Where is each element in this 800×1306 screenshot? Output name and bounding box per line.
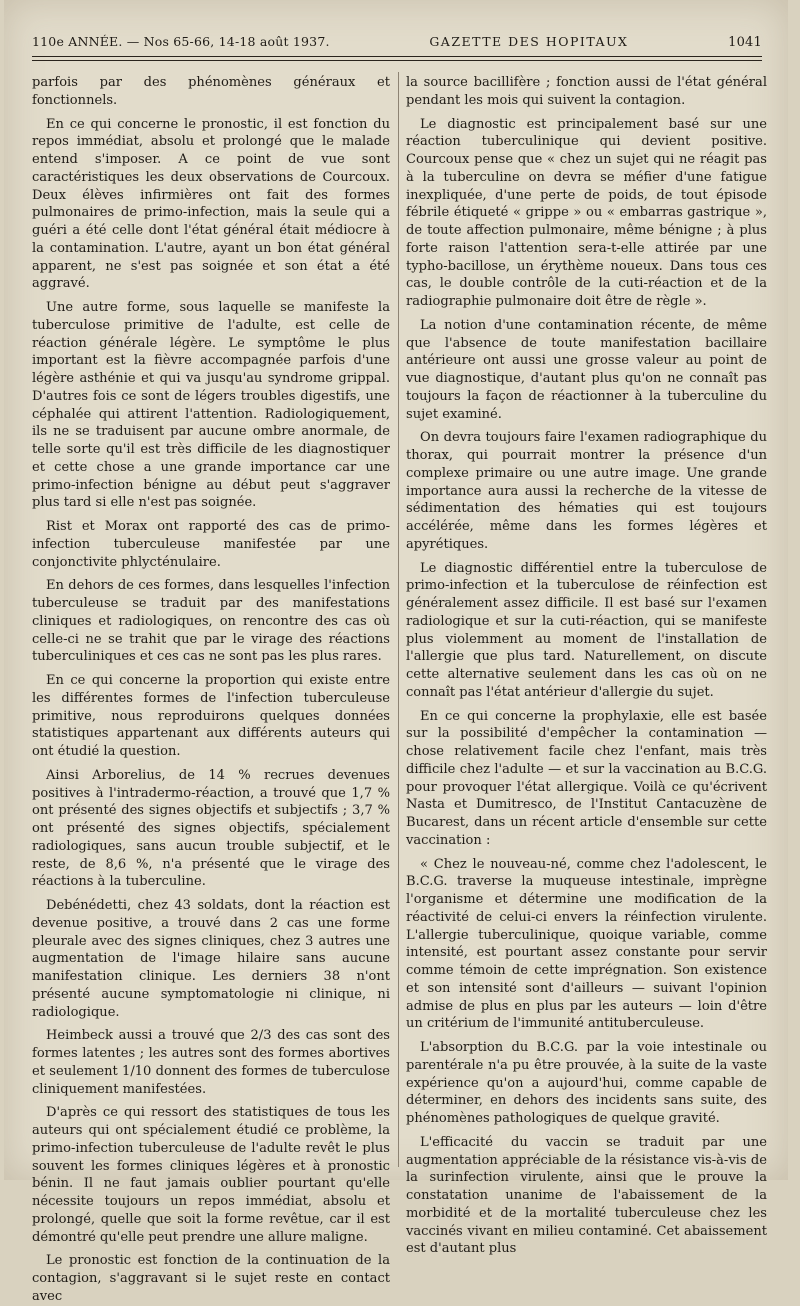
paragraph: parfois par des phénomènes généraux et fonctionnels.: [32, 75, 390, 108]
left-column: [32, 74, 390, 1304]
paragraph: L'absorption du B.C.G. par la voie intestinale ou parentérale n'a pu être prouvée, à la suite de la vaste expérience qu'on a aujourd'hui, comme capable de déterminer, en dehors des incidents sans suite, des phénomènes pathologiques de quelque gravité.: [406, 1040, 767, 1126]
paragraph: En ce qui concerne la proportion qui existe entre les différentes formes de l'infection tuberculeuse primitive, nous reproduirons quelques données statistiques appartenant aux différents auteurs qui ont étudié la question.: [32, 673, 390, 759]
paragraph: On devra toujours faire l'examen radiographique du thorax, qui pourrait montrer la présence d'un complexe primaire ou une autre image. Une grande importance aura aussi la recherche de la vitesse de sédimentation des hématies qui est toujours accélérée, même dans les formes légères et apyrétiques.: [406, 430, 767, 552]
paragraph: La notion d'une contamination récente, de même que l'absence de toute manifestation bacillaire antérieure ont aussi une grosse valeur au point de vue diagnostique, d'autant plus qu'on ne connaît pas toujours la façon de réactionner à la tuberculine du sujet examiné.: [406, 317, 767, 422]
column-divider: [398, 72, 399, 1167]
paragraph: L'efficacité du vaccin se traduit par une augmentation appréciable de la résistance vis-à-vis de la surinfection virulente, ainsi que le prouve la constatation unanime de l'abaissement de la morbidité et de la mortalité tuberculeuse chez les vaccinés vivant en milieu contaminé. Cet abaissement est d'autant plus: [406, 1134, 767, 1257]
issue-line: 110e ANNÉE. — Nos 65-66, 14-18 août 1937.: [32, 34, 330, 49]
paragraph: D'après ce qui ressort des statistiques de tous les auteurs qui ont spécialement étudié ce problème, la primo-infection tuberculeuse de l'adulte revêt le plus souvent les formes cliniques légères et à pronostic bénin. Il ne faut jamais oublier pourtant qu'elle nécessite toujours un repos immédiat, absolu et prolongé, quelle que soit la forme revêtue, car il est démontré qu'elle peut prendre une allure maligne.: [32, 1105, 390, 1245]
header-rule-top: [32, 56, 762, 57]
journal-title: GAZETTE DES HOPITAUX: [429, 34, 629, 49]
paragraph: Heimbeck aussi a trouvé que 2/3 des cas sont des formes latentes ; les autres sont des formes abortives et seulement 1/10 donnent des formes de tuberculose cliniquement manifestées.: [32, 1028, 390, 1097]
right-column: [406, 74, 767, 1257]
paragraph: Le pronostic est fonction de la continuation de la contagion, s'aggravant si le sujet reste en contact avec: [32, 1253, 390, 1304]
paragraph: la source bacillifère ; fonction aussi de l'état général pendant les mois qui suivent la contagion.: [406, 75, 767, 108]
paragraph: Ainsi Arborelius, de 14 % recrues devenues positives à l'intradermo-réaction, a trouvé que 1,7 % ont présenté des signes objectifs et subjectifs ; 3,7 % ont présenté des signes objectifs, spécialement radiologiques, sans aucun trouble subjectif, et le reste, de 8,6 %, n'a présenté que le virage des réactions à la tuberculine.: [32, 767, 390, 890]
paragraph: « Chez le nouveau-né, comme chez l'adolescent, le B.C.G. traverse la muqueuse intestinale, imprègne l'organisme et détermine une modification de la réactivité de celui-ci envers la réinfection virulente. L'allergie tuberculinique, quoique variable, comme intensité, est pourtant assez constante pour servir comme témoin de cette imprégnation. Son existence et son intensité sont d'ailleurs — suivant l'opinion admise de plus en plus par les auteurs — loin d'être un critérium de l'immunité antituberculeuse.: [406, 856, 767, 1032]
header-rule-bottom: [32, 60, 762, 61]
paragraph: En ce qui concerne la prophylaxie, elle est basée sur la possibilité d'empêcher la contamination — chose relativement facile chez l'enfant, mais très difficile chez l'adulte — et sur la vaccination au B.C.G. pour provoquer l'état allergique. Voilà ce qu'écrivent Nasta et Dumitresco, de l'Institut Cantacuzène de Bucarest, dans un récent article d'ensemble sur cette vaccination :: [406, 708, 767, 848]
paragraph: En dehors de ces formes, dans lesquelles l'infection tuberculeuse se traduit par des manifestations cliniques et radiologiques, on rencontre des cas où celle-ci ne se trahit que par le virage des réactions tuberculiniques et ces cas ne sont pas les plus rares.: [32, 578, 390, 665]
paragraph: Le diagnostic est principalement basé sur une réaction tuberculinique qui devient positive. Courcoux pense que « chez un sujet qui ne réagit pas à la tuberculine on devra se méfier d'une fatigue inexpliquée, d'une perte de poids, de tout épisode fébrile étiqueté « grippe » ou « embarras gastrique », de toute affection pulmonaire, même bénigne ; à plus forte raison l'attention sera-t-elle attirée par une typho-bacillose, un érythème noueux. Dans tous ces cas, le double contrôle de la cuti-réaction et de la radiographie pulmonaire doit être de règle ».: [406, 116, 767, 309]
journal-page: [4, 0, 788, 1304]
paragraph: Le diagnostic différentiel entre la tuberculose de primo-infection et la tuberculose de réinfection est généralement assez difficile. Il est basé sur l'examen radiologique et sur la cuti-réaction, qui se manifeste plus violemment au moment de l'installation de l'allergie que plus tard. Naturellement, on discute cette alternative seulement dans les cas où on ne connaît pas l'état antérieur d'allergie du sujet.: [406, 560, 767, 700]
paragraph: Une autre forme, sous laquelle se manifeste la tuberculose primitive de l'adulte, est celle de réaction générale légère. Le symptôme le plus important est la fièvre accompagnée parfois d'une légère asthénie et qui va jusqu'au syndrome grippal. D'autres fois ce sont de légers troubles digestifs, une céphalée qui attirent l'attention. Radiologiquement, ils ne se traduisent par aucune ombre anormale, de telle sorte qu'il est très difficile de les diagnostiquer et cette chose a une grande importance car une primo-infection bénigne au début peut s'aggraver plus tard si elle n'est pas soignée.: [32, 300, 390, 511]
paragraph: En ce qui concerne le pronostic, il est fonction du repos immédiat, absolu et prolongé que le malade entend s'imposer. A ce point de vue sont caractéristiques les deux observations de Courcoux. Deux élèves infirmières ont fait des formes pulmonaires de primo-infection, mais la seule qui a guéri a été celle dont l'état général était médiocre à la contamination. L'autre, ayant un bon état général apparent, ne s'est pas soignée et son état a été aggravé.: [32, 116, 390, 292]
paragraph: Debénédetti, chez 43 soldats, dont la réaction est devenue positive, a trouvé dans 2 cas une forme pleurale avec des signes cliniques, chez 3 autres une augmentation de l'image hilaire sans aucune manifestation clinique. Les derniers 38 n'ont présenté aucune symptomatologie ni clinique, ni radiologique.: [32, 898, 390, 1020]
paragraph: Rist et Morax ont rapporté des cas de primo-infection tuberculeuse manifestée par une conjonctivite phlycténulaire.: [32, 519, 390, 570]
page-number: 1041: [728, 35, 762, 50]
running-header: [32, 34, 762, 54]
